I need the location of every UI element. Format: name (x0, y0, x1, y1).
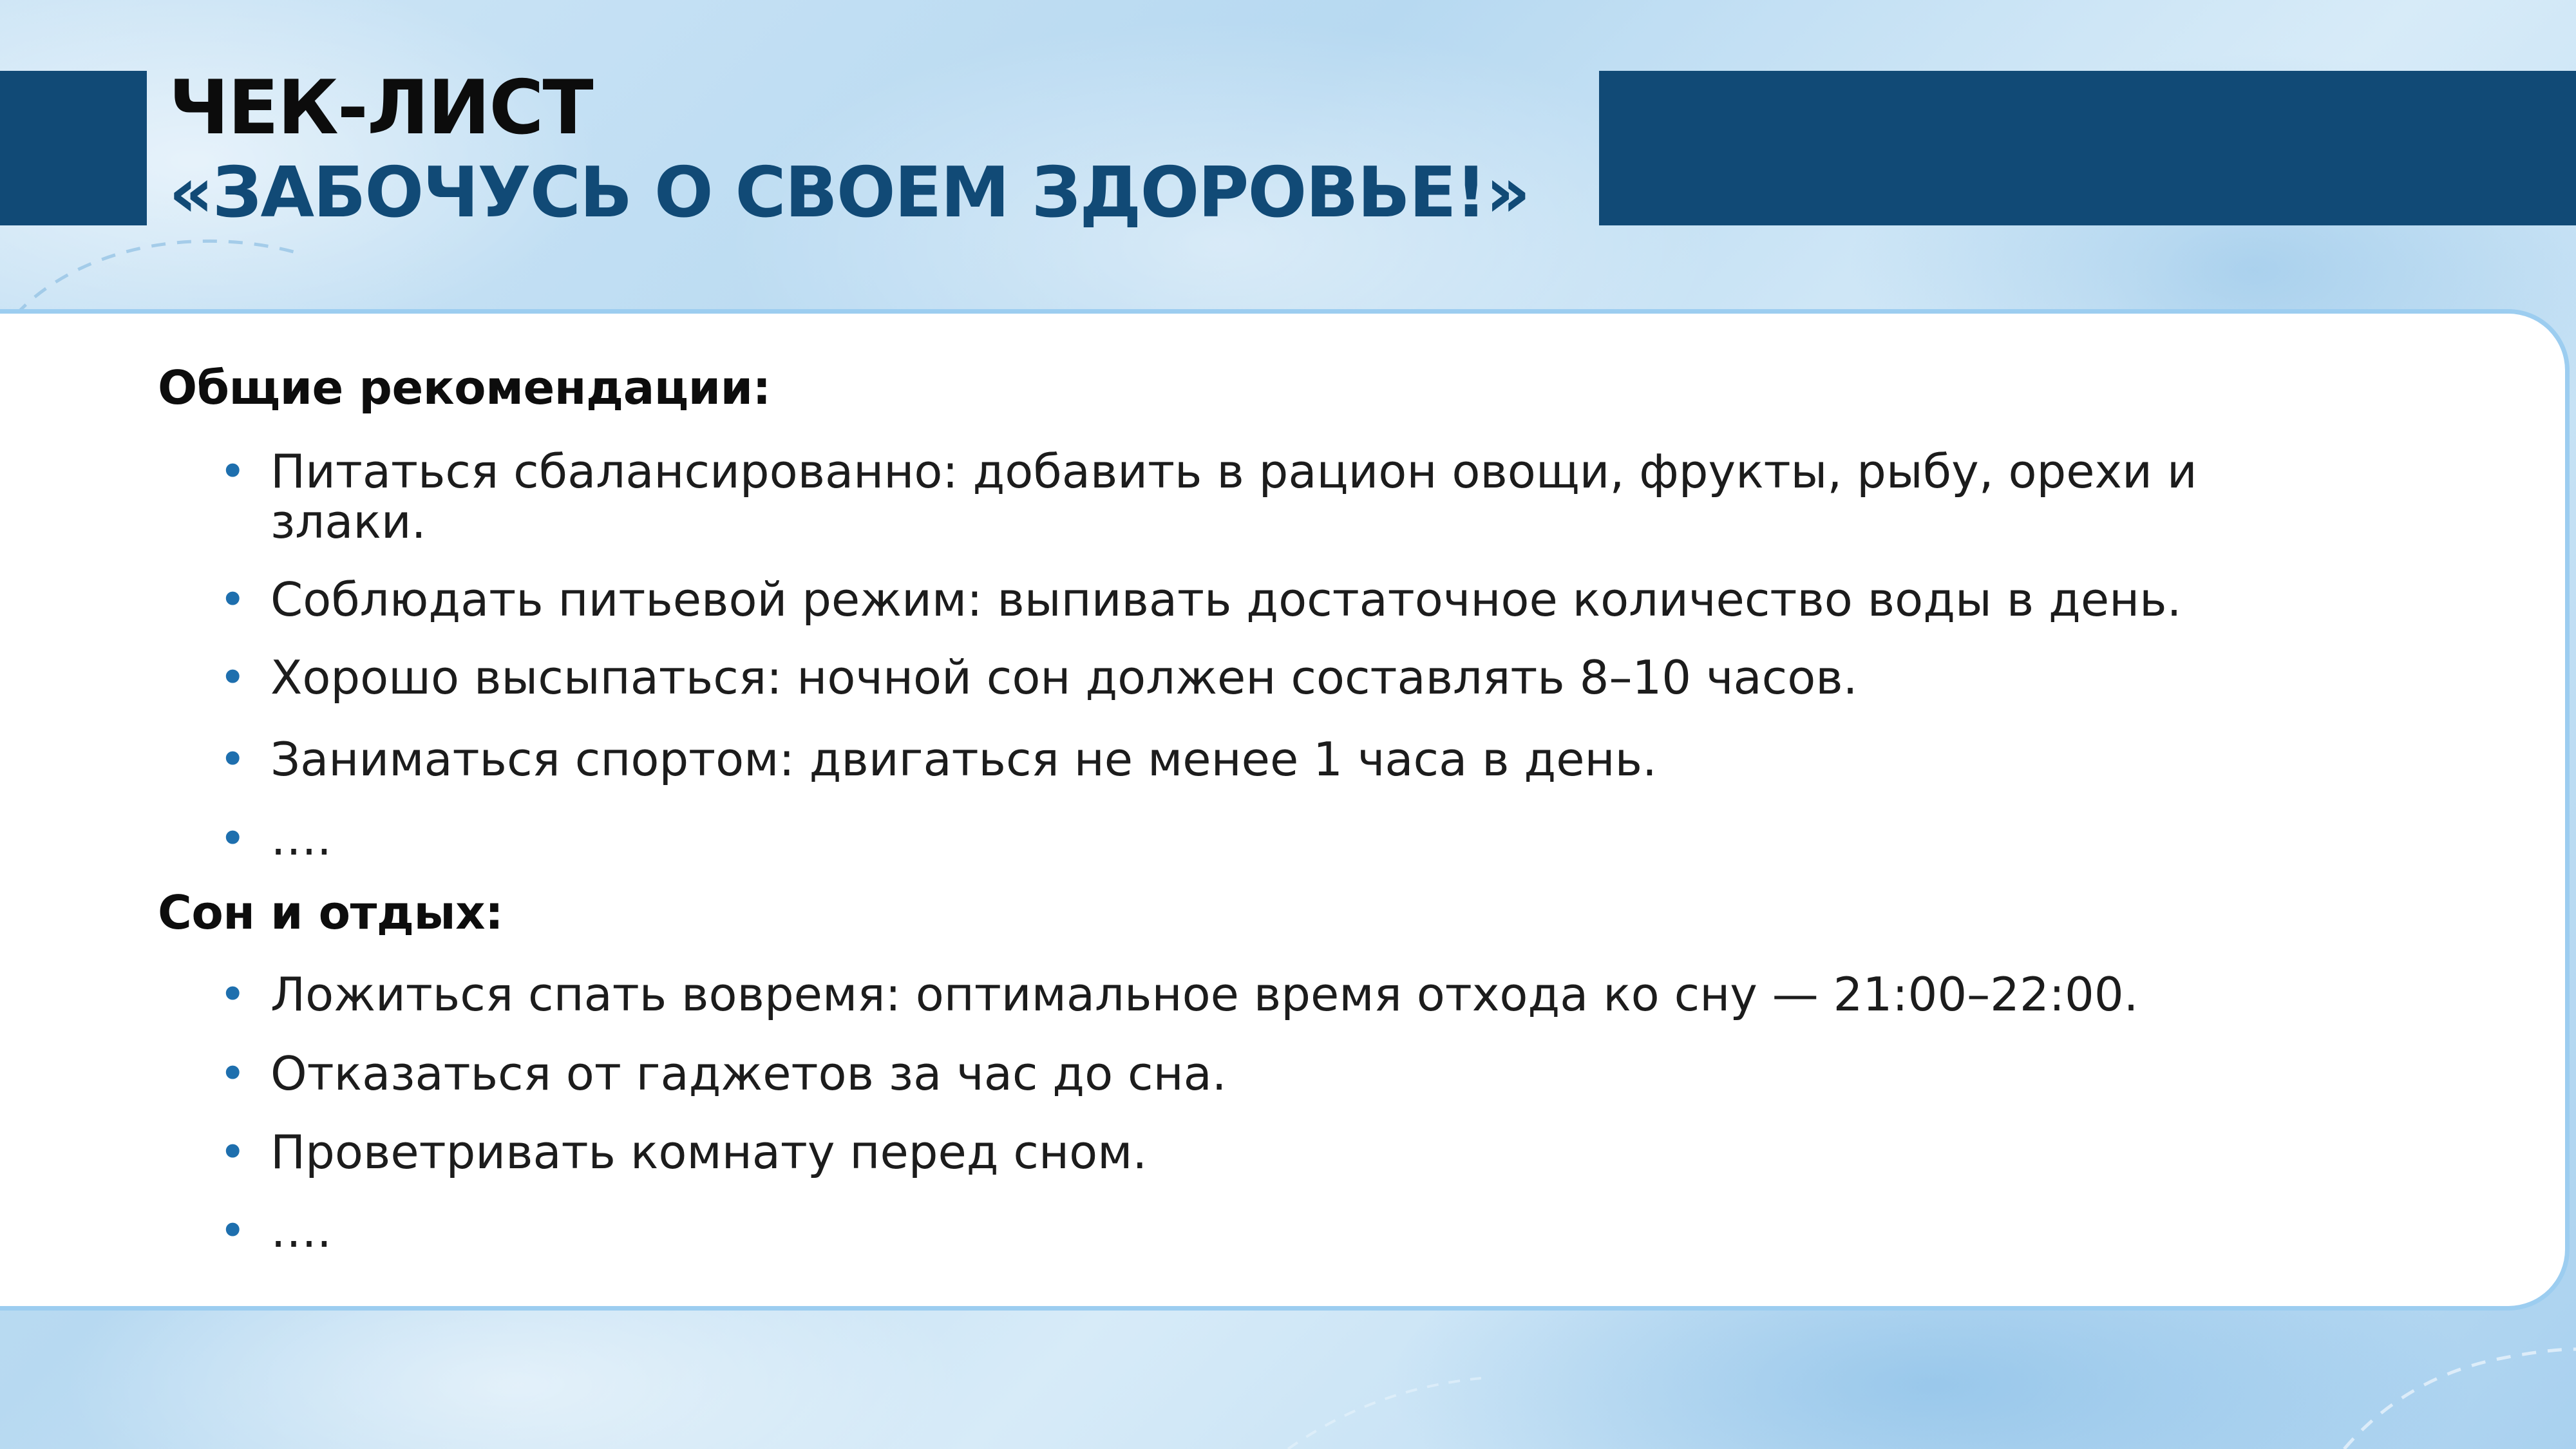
list-item (219, 1048, 2280, 1099)
section-heading-sleep: Сон и отдых: (158, 886, 504, 940)
list-item-text: Хорошо высыпаться: ночной сон должен составлять 8–10 часов. (270, 650, 1858, 705)
list-item (219, 446, 2280, 547)
bullet-icon: • (219, 573, 247, 627)
list-item-text: Питаться сбалансированно: добавить в рацион овощи, фрукты, рыбу, орехи и злаки. (270, 444, 2197, 549)
list-item-text: …. (270, 811, 332, 866)
bullet-icon: • (219, 1204, 247, 1258)
list-item (219, 1127, 2280, 1177)
list-item (219, 652, 2280, 703)
bullet-icon: • (219, 732, 247, 786)
list-item (219, 1206, 2280, 1256)
bullet-icon: • (219, 1125, 247, 1179)
list-item (219, 969, 2280, 1019)
title-line-1: ЧЕК-ЛИСТ (169, 64, 592, 151)
header-bar-right (1599, 71, 2576, 225)
list-item-text: …. (270, 1204, 332, 1258)
list-item (219, 813, 2280, 864)
bullet-icon: • (219, 967, 247, 1021)
list-item-text: Заниматься спортом: двигаться не менее 1 часа в день. (270, 732, 1657, 786)
list-item-text: Соблюдать питьевой режим: выпивать достаточное количество воды в день. (270, 573, 2182, 627)
bullet-icon: • (219, 650, 247, 705)
list-item-text: Проветривать комнату перед сном. (270, 1125, 1148, 1179)
bullet-icon: • (219, 811, 247, 866)
bullet-icon: • (219, 444, 247, 498)
list-item-text: Ложиться спать вовремя: оптимальное время отхода ко сну — 21:00–22:00. (270, 967, 2139, 1021)
list-item (219, 734, 2280, 784)
title-line-2: «ЗАБОЧУСЬ О СВОЕМ ЗДОРОВЬЕ!» (169, 153, 1530, 233)
list-item (219, 574, 2280, 625)
list-item-text: Отказаться от гаджетов за час до сна. (270, 1046, 1227, 1101)
page-title (169, 64, 1586, 235)
header-bar-left (0, 71, 147, 225)
bullet-icon: • (219, 1046, 247, 1101)
section-heading-general: Общие рекомендации: (158, 361, 771, 415)
